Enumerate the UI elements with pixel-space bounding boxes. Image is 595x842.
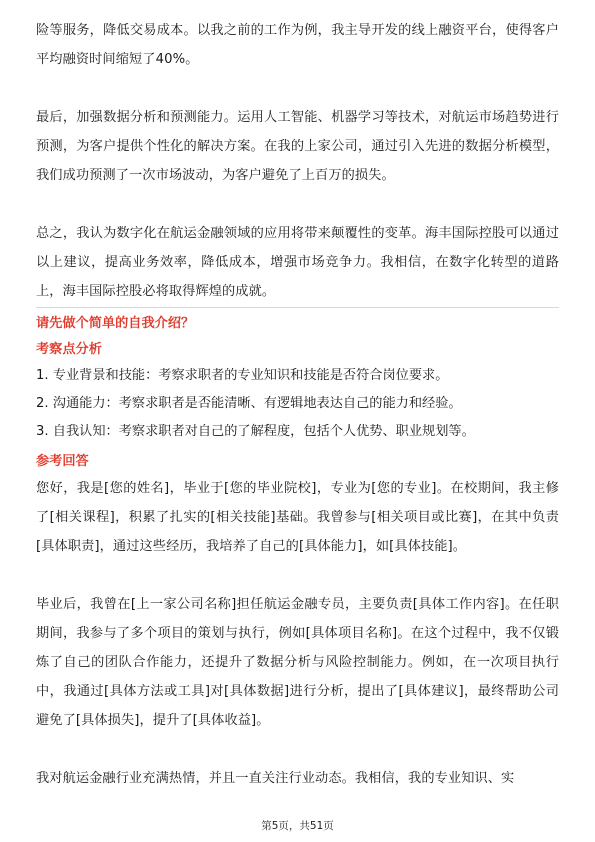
paragraph-gap	[36, 735, 559, 764]
analysis-item: 2. 沟通能力：考察求职者是否能清晰、有逻辑地表达自己的能力和经验。	[36, 396, 462, 411]
question-title: 请先做个简单的自我介绍？	[36, 316, 195, 331]
paragraph-gap	[36, 190, 559, 219]
analysis-item: 1. 专业背景和技能：考察求职者的专业知识和技能是否符合岗位要求。	[36, 368, 449, 383]
answer-paragraph: 您好，我是[您的姓名]，毕业于[您的毕业院校]，专业为[您的专业]。在校期间，我主修了[相关课程]，积累了扎实的[相关技能]基础。我曾参与[相关项目或比赛]，在其中负责[具体职责]，通过这些经历，我培养了自己的[具体能力]，如[具体技能]。	[36, 481, 559, 554]
answer-paragraph: 毕业后，我曾在[上一家公司名称]担任航运金融专员，主要负责[具体工作内容]。在任职期间，我参与了多个项目的策划与执行，例如[具体项目名称]。在这个过程中，我不仅锻炼了自己的团队合作能力，还提升了数据分析与风险控制能力。例如，在一次项目执行中，我通过[具体方法或工具]对[具体数据]进行分析，提出了[具体建议]，最终帮助公司避免了[具体损失]，提升了[具体收益]。	[36, 597, 559, 728]
intro-paragraph: 总之，我认为数字化在航运金融领域的应用将带来颠覆性的变革。海丰国际控股可以通过以上建议，提高业务效率，降低成本，增强市场竞争力。我相信，在数字化转型的道路上，海丰国际控股必将取得辉煌的成就。	[36, 226, 559, 299]
answer-heading: 参考回答	[36, 454, 89, 469]
document-page	[36, 16, 559, 793]
paragraph-gap	[36, 74, 559, 103]
intro-paragraph: 险等服务，降低交易成本。以我之前的工作为例，我主导开发的线上融资平台，使得客户平均融资时间缩短了40%。	[36, 23, 559, 67]
page-footer: 第5页，共51页	[261, 820, 334, 832]
analysis-heading: 考察点分析	[36, 342, 102, 357]
paragraph-gap	[36, 561, 559, 590]
answer-paragraph: 我对航运金融行业充满热情，并且一直关注行业动态。我相信，我的专业知识、实	[36, 771, 515, 786]
analysis-item: 3. 自我认知：考察求职者对自己的了解程度，包括个人优势、职业规划等。	[36, 424, 475, 439]
intro-paragraph: 最后，加强数据分析和预测能力。运用人工智能、机器学习等技术，对航运市场趋势进行预测，为客户提供个性化的解决方案。在我的上家公司，通过引入先进的数据分析模型，我们成功预测了一次市场波动，为客户避免了上百万的损失。	[36, 110, 559, 183]
